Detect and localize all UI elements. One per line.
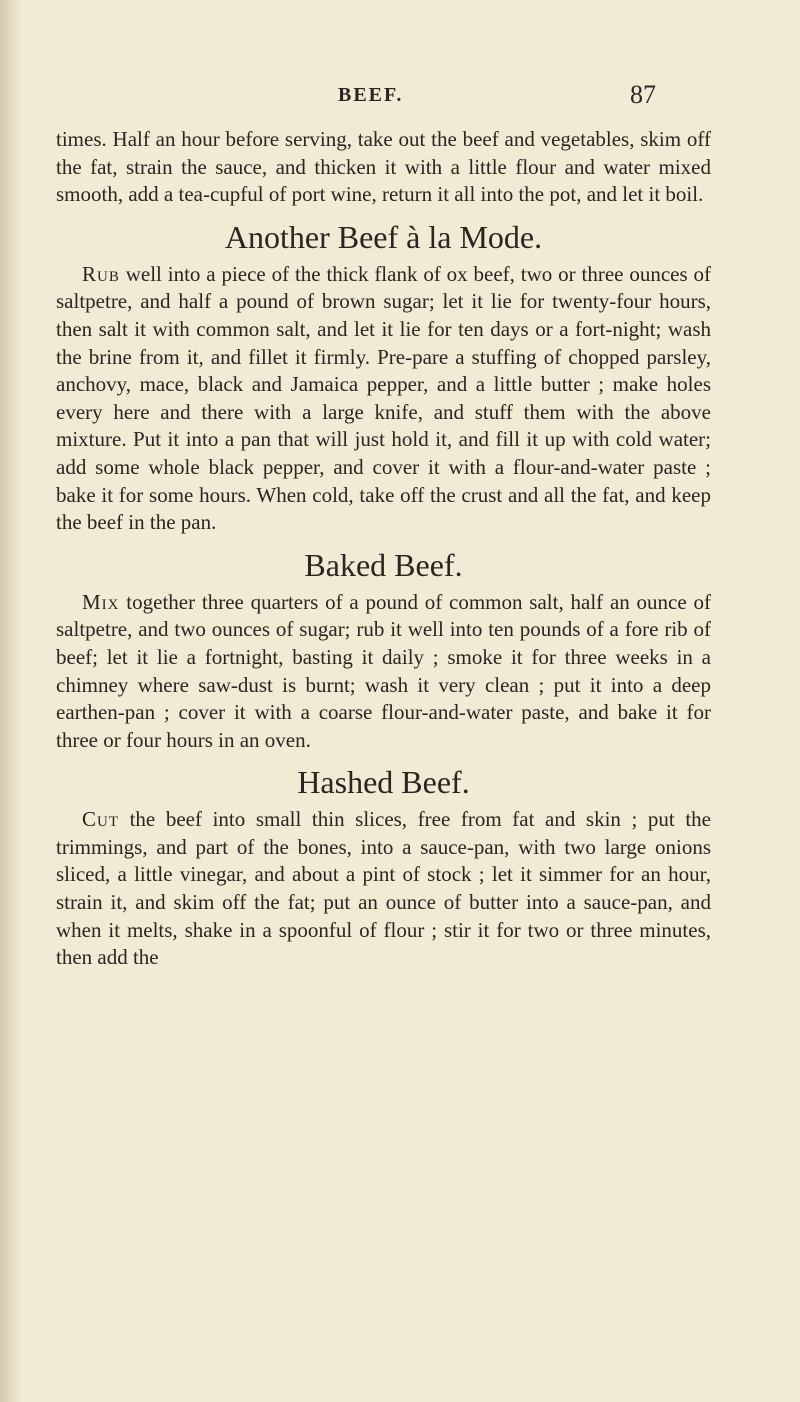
page-body: [56, 126, 711, 980]
recipe-title: Hashed Beef.: [297, 764, 470, 801]
recipe-text: the beef into small thin slices, free from fat and skin ; put the trimmings, and part of the bones, into a sauce-pan, with two large onions sliced, a little vinegar, and about a pint of stock ; let it simmer for an hour, strain it, and skim off the fat; put an ounce of butter into a sauce-pan, and when it melts, shake in a spoonful of flour ; stir it for two or three minutes, then add the: [56, 807, 711, 970]
recipe-text: together three quarters of a pound of common salt, half an ounce of saltpetre, and two ounces of sugar; rub it well into ten pounds of a fore rib of beef; let it lie a fortnight, basting it daily ; smoke it for three weeks in a chimney where saw-dust is burnt; wash it very clean ; put it into a deep earthen-pan ; cover it with a coarse flour-and-water paste, and bake it for three or four hours in an oven.: [56, 589, 711, 752]
recipe-text: well into a piece of the thick flank of ox beef, two or three ounces of saltpetre, and half a pound of brown sugar; let it lie for twenty-four hours, then salt it with common salt, and let it lie for ten days or a fort-night; wash the brine from it, and fillet it firmly. Pre-pare a stuffing of chopped parsley, anchovy, mace, black and Jamaica pepper, and a little butter ; make holes every here and there with a large knife, and stuff them with the above mixture. Put it into a pan that will just hold it, and fill it up with cold water; add some whole black pepper, and cover it with a flour-and-water paste ; bake it for some hours. When cold, take off the crust and all the fat, and keep the beef in the pan.: [56, 261, 711, 535]
intro-paragraph: times. Half an hour before serving, take out the beef and vegetables, skim off the fat, strain the sauce, and thicken it with a little flour and water mixed smooth, add a tea-cupful of port wine, return it all into the pot, and let it boil.: [56, 127, 711, 207]
recipe-title: Baked Beef.: [304, 546, 463, 583]
recipe-title: Another Beef à la Mode.: [224, 218, 543, 255]
recipe-paragraph: [56, 806, 711, 972]
page-gutter-shadow: [0, 0, 22, 1402]
recipe-lead-word: Rub: [82, 261, 120, 286]
recipe-paragraph: [56, 261, 711, 537]
recipe-paragraph: [56, 589, 711, 755]
running-title: BEEF.: [338, 84, 404, 106]
running-head: [0, 80, 800, 118]
page-number: 87: [630, 80, 656, 109]
recipe-lead-word: Mix: [82, 589, 120, 614]
recipe-lead-word: Cut: [82, 807, 120, 832]
